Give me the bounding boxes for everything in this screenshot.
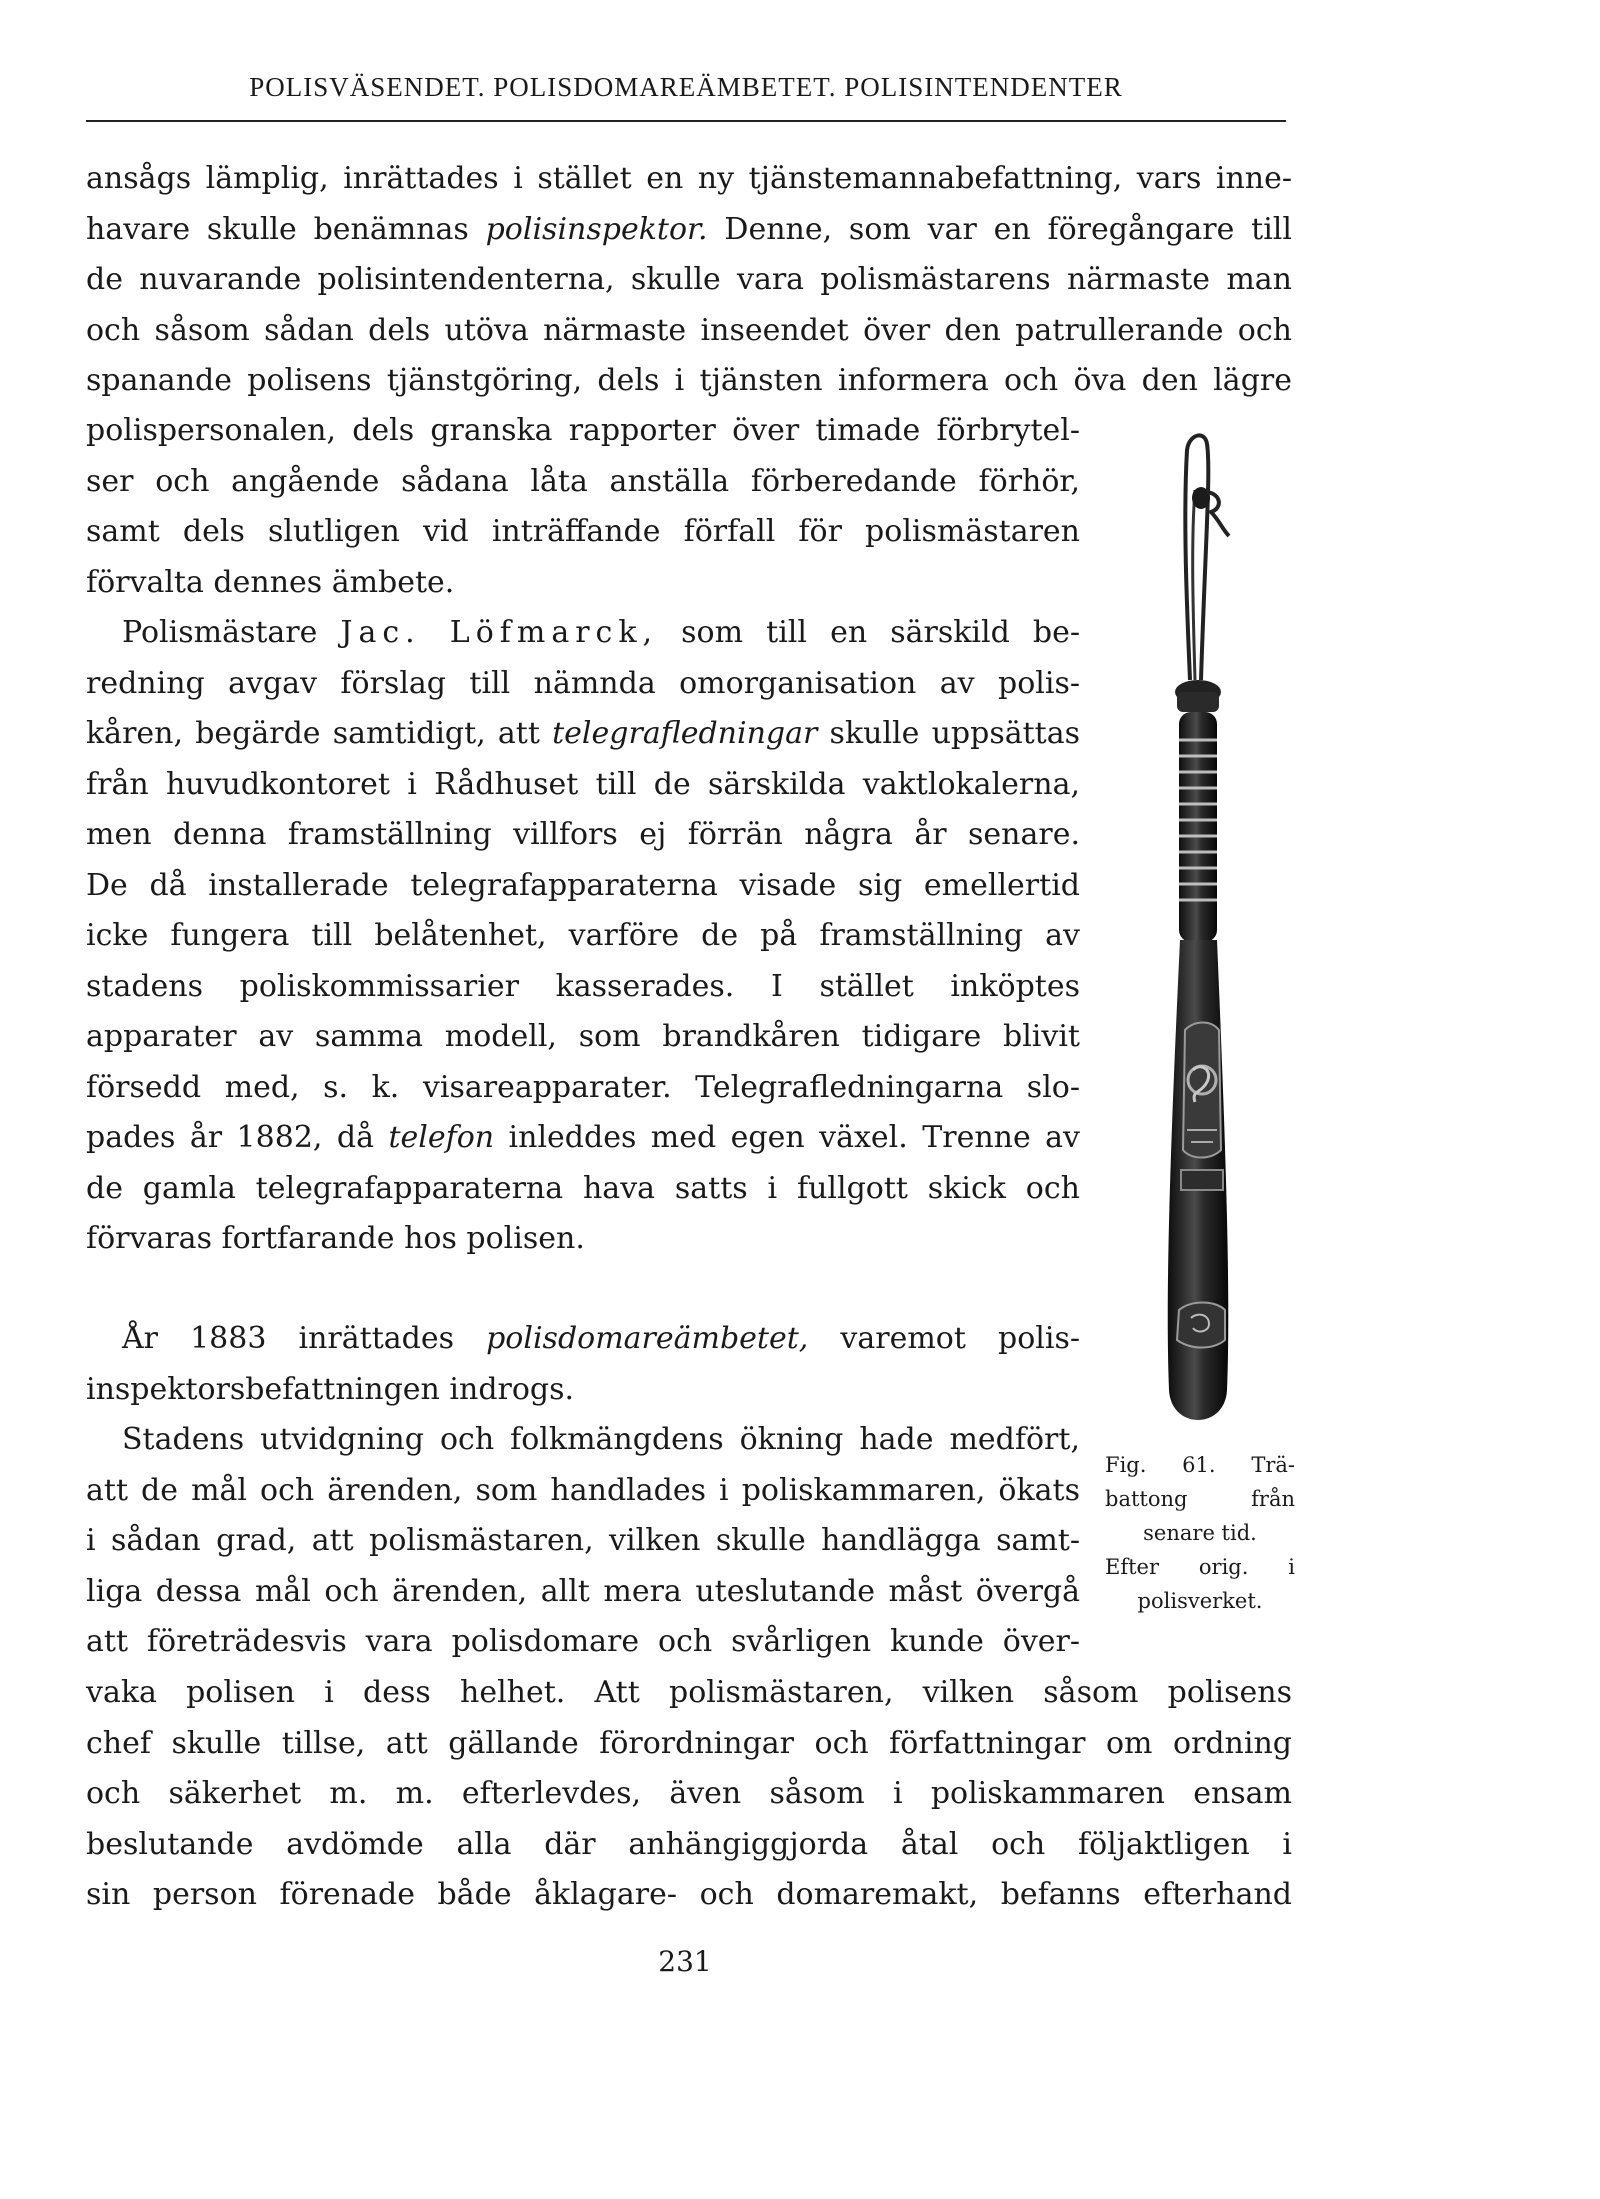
text-line: försedd med, s. k. visareapparater. Telegrafledningarna slo- bbox=[86, 1069, 1080, 1105]
text-line: apparater av samma modell, som brandkåren tidigare blivit bbox=[86, 1019, 1080, 1054]
paragraph-2 bbox=[86, 608, 1080, 1265]
text-line: kåren, begärde samtidigt, att telegrafledningar skulle uppsättas bbox=[86, 716, 1080, 751]
text-line: att de mål och ärenden, som handlades i poliskammaren, ökats bbox=[86, 1472, 1080, 1508]
paragraph-3 bbox=[86, 1314, 1080, 1415]
text-line: inspektorsbefattningen indrogs. bbox=[86, 1371, 575, 1407]
person-name: Jac. Löfmarck, bbox=[340, 615, 659, 650]
text-line: chef skulle tillse, att gällande förordningar och författningar om ordning bbox=[86, 1725, 1292, 1761]
text-line: vaka polisen i dess helhet. Att polismästaren, vilken såsom polisens bbox=[86, 1675, 1292, 1710]
page-number: 231 bbox=[658, 1945, 712, 1978]
text-line: och säkerhet m. m. efterlevdes, även såsom i poliskammaren ensam bbox=[86, 1776, 1292, 1811]
text-line: ansågs lämplig, inrättades i stället en ny tjänstemannabefattning, vars inne- bbox=[86, 161, 1292, 196]
text-line: samt dels slutligen vid inträffande förfall för polismästaren bbox=[86, 514, 1080, 549]
caption-line: battong från bbox=[1105, 1487, 1295, 1511]
text-line: År 1883 inrättades polisdomareämbetet, varemot polis- bbox=[122, 1321, 1080, 1356]
text-line: stadens poliskommissarier kasserades. I stället inköptes bbox=[86, 968, 1080, 1004]
text-line: att företrädesvis vara polisdomare och svårligen kunde över- bbox=[86, 1624, 1080, 1659]
italic-term: telegrafledningar bbox=[552, 716, 818, 751]
text-line: icke fungera till belåtenhet, varföre de på framställning av bbox=[86, 918, 1080, 953]
text-line: från huvudkontoret i Rådhuset till de särskilda vaktlokalerna, bbox=[86, 766, 1080, 802]
text-line: förvaras fortfarande hos polisen. bbox=[86, 1221, 585, 1256]
text-line: Stadens utvidgning och folkmängdens ökning hade medfört, bbox=[122, 1422, 1080, 1457]
running-header: POLISVÄSENDET. POLISDOMAREÄMBETET. POLISINTENDENTER bbox=[249, 72, 1123, 102]
caption-line: Fig. 61. Trä- bbox=[1105, 1453, 1295, 1477]
text-line: redning avgav förslag till nämnda omorganisation av polis- bbox=[86, 665, 1080, 701]
paragraph-4 bbox=[86, 1415, 1080, 1668]
paragraph-1 bbox=[86, 154, 1292, 407]
text-line: liga dessa mål och ärenden, allt mera uteslutande måst övergå bbox=[86, 1573, 1080, 1609]
text-line: polispersonalen, dels granska rapporter över timade förbrytel- bbox=[86, 413, 1080, 448]
paragraph-4-continued bbox=[86, 1668, 1292, 1921]
text-line: pades år 1882, då telefon inleddes med egen växel. Trenne av bbox=[86, 1120, 1081, 1155]
text-line: i sådan grad, att polismästaren, vilken skulle handlägga samt- bbox=[86, 1523, 1080, 1558]
italic-term: polisdomareämbetet, bbox=[486, 1321, 809, 1356]
paragraph-1-continued bbox=[86, 406, 1080, 608]
header-rule bbox=[86, 120, 1286, 122]
text-line: Polismästare Jac. Löfmarck, som till en särskild be- bbox=[122, 615, 1080, 650]
truncheon-icon bbox=[1135, 430, 1285, 1450]
text-line: de nuvarande polisintendenterna, skulle vara polismästarens närmaste man bbox=[86, 262, 1292, 297]
figure-caption bbox=[1105, 1448, 1295, 1618]
text-line: och såsom sådan dels utöva närmaste inseendet över den patrullerande och bbox=[86, 312, 1292, 348]
text-line: förvalta dennes ämbete. bbox=[86, 564, 455, 600]
text-line: beslutande avdömde alla där anhängiggjorda åtal och följaktligen i bbox=[86, 1826, 1292, 1862]
text-line: havare skulle benämnas polisinspektor. Denne, som var en föregångare till bbox=[86, 211, 1292, 247]
text-line: sin person förenade både åklagare- och domaremakt, befanns efterhand bbox=[86, 1877, 1292, 1912]
text-line: de gamla telegrafapparaterna hava satts i fullgott skick och bbox=[86, 1170, 1080, 1206]
caption-line: senare tid. bbox=[1143, 1521, 1257, 1545]
italic-term: telefon bbox=[388, 1120, 495, 1155]
text-line: spanande polisens tjänstgöring, dels i tjänsten informera och öva den lägre bbox=[86, 363, 1292, 398]
text-line: De då installerade telegrafapparaterna visade sig emellertid bbox=[86, 867, 1080, 903]
caption-line: Efter orig. i bbox=[1105, 1555, 1295, 1579]
truncheon-illustration bbox=[1135, 430, 1285, 1450]
text-line: men denna framställning villfors ej förrän några år senare. bbox=[86, 817, 1080, 852]
italic-term: polisinspektor. bbox=[485, 211, 708, 247]
caption-line: polisverket. bbox=[1137, 1589, 1263, 1613]
text-line: ser och angående sådana låta anställa förberedande förhör, bbox=[86, 463, 1080, 499]
